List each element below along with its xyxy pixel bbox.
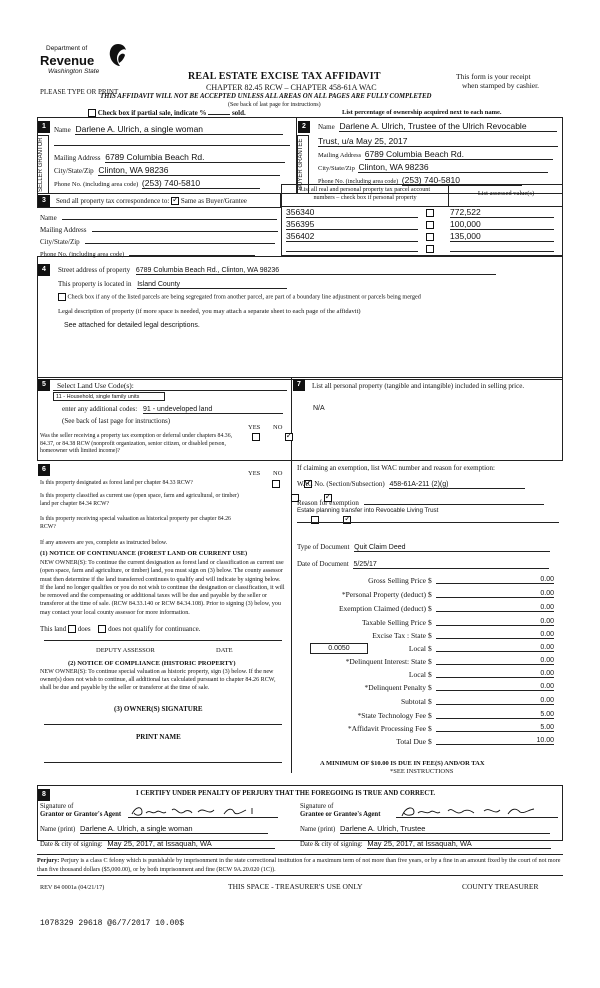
- land-use-no-header: NO: [273, 424, 283, 431]
- this-land-label: This land: [40, 625, 67, 633]
- fee-local-label: Local: [408, 644, 426, 653]
- exemption-yes-checkbox[interactable]: [252, 433, 260, 441]
- corr-name-input[interactable]: [62, 212, 277, 220]
- doc-type[interactable]: Quit Claim Deed: [354, 544, 550, 552]
- fee-tech-label: *State Technology Fee: [357, 711, 426, 720]
- correspondence-text: Send all property tax correspondence to:: [56, 197, 170, 205]
- fee-penalty-value[interactable]: 0.00: [436, 683, 554, 691]
- fee-exemption-row: [296, 604, 558, 618]
- grantee-date-label: Date & city of signing:: [300, 841, 363, 848]
- receipt-note-2: when stamped by cashier.: [462, 81, 540, 90]
- cashier-stamp: 1078329 29618 @6/7/2017 10.00$: [40, 919, 185, 928]
- section-8-badge: 8: [38, 789, 50, 801]
- legal-description[interactable]: See attached for detailed legal descriptions.: [64, 322, 200, 329]
- compliance-title: (2) NOTICE OF COMPLIANCE (HISTORIC PROPERTY): [68, 660, 236, 667]
- seller-side-label: SELLER GRANTOR: [37, 135, 49, 194]
- personal-property-label: List all personal property (tangible and intangible) included in selling price.: [312, 382, 525, 390]
- section-3-badge: 3: [38, 195, 50, 207]
- does-not-qualify-checkbox[interactable]: [98, 625, 106, 633]
- fee-gross-value[interactable]: 0.00: [436, 576, 554, 584]
- segregation-checkbox[interactable]: [58, 293, 66, 301]
- seller-phone[interactable]: (253) 740-5810: [142, 178, 260, 189]
- doc-type-row: [297, 543, 550, 552]
- assessed-value[interactable]: [450, 243, 554, 252]
- fee-local-value[interactable]: 0.00: [436, 644, 554, 652]
- correspondence-row: [56, 197, 247, 205]
- parcels-header-2: numbers – check box if personal property: [313, 194, 417, 201]
- dollar-sign: $: [428, 657, 432, 666]
- does-label: does: [77, 625, 91, 633]
- reason-text[interactable]: Estate planning transfer into Revocable Living Trust: [297, 507, 439, 514]
- rev-number: REV 84 0001a (04/21/17): [40, 884, 105, 891]
- section6-no-header: NO: [273, 470, 283, 477]
- fee-interest-state-label: *Delinquent Interest: State: [345, 657, 426, 666]
- county-treasurer: COUNTY TREASURER: [462, 882, 539, 891]
- current-use-question: Is this property classified as current use (open space, farm and agricultural, or timber) land per chapter 84.34 RCW?: [40, 493, 239, 507]
- fee-interest-local-label: Local: [408, 670, 426, 679]
- personal-property-checkbox[interactable]: [426, 221, 434, 229]
- fee-taxable-label: Taxable Selling Price: [361, 618, 426, 627]
- section-1-badge: 1: [38, 121, 50, 133]
- form-title: REAL ESTATE EXCISE TAX AFFIDAVIT: [188, 71, 381, 82]
- reason-label: Reason for exemption: [297, 499, 359, 507]
- receipt-note-1: This form is your receipt: [456, 72, 531, 81]
- grantor-date-label: Date & city of signing:: [40, 841, 103, 848]
- land-use-yes-header: YES: [248, 424, 261, 431]
- fee-processing-row: [296, 724, 558, 738]
- logo-dept: Department of: [46, 45, 88, 52]
- exemption-question: Was the seller receiving a property tax exemption or deferral under chapters 84.36, 84.37, or 84.38 RCW (nonprofit organization, senior citizen, or disabled person, homeowner with limited income)?: [40, 433, 233, 454]
- print-name-label: PRINT NAME: [136, 733, 181, 741]
- doc-date-label: Date of Document: [297, 560, 349, 568]
- does-not-label: does not qualify for continuance.: [108, 625, 201, 633]
- fee-state-label: Excise Tax : State: [372, 631, 426, 640]
- segregation-label: Check box if any of the listed parcels are being segregated from another parcel, are part of a boundary line adjustment or parcels being merged: [67, 293, 421, 301]
- located-label: This property is located in: [58, 280, 132, 288]
- buyer-city[interactable]: Clinton, WA 98236: [358, 162, 548, 173]
- continuance-title: (1) NOTICE OF CONTINUANCE (FOREST LAND OR CURRENT USE): [40, 550, 248, 557]
- dollar-sign: $: [428, 604, 432, 613]
- list-item: [286, 243, 558, 255]
- located-row: [58, 280, 287, 289]
- list-item: [286, 231, 558, 243]
- if-yes-note: If any answers are yes, complete as instructed below.: [40, 540, 168, 546]
- fee-subtotal-row: [296, 697, 558, 711]
- additional-codes-label: enter any additional codes:: [62, 405, 138, 413]
- reason-line-2: [297, 522, 559, 523]
- same-as-buyer-label: Same as Buyer/Grantee: [180, 197, 247, 205]
- grantee-sig-label: [300, 803, 380, 819]
- fee-subtotal-value[interactable]: 0.00: [436, 697, 554, 705]
- owner-signature-label: (3) OWNER(S) SIGNATURE: [114, 705, 203, 713]
- grantee-sig-label-2: Grantee or Grantee's Agent: [300, 811, 381, 818]
- grantor-sig-label-2: Grantor or Grantor's Agent: [40, 811, 122, 818]
- wac-label: WAC No. (Section/Subsection): [297, 480, 385, 488]
- fee-total-row: [296, 737, 558, 751]
- assessed-value[interactable]: 100,000: [450, 219, 554, 230]
- grantee-signature-icon: [396, 804, 556, 818]
- grantor-date-row: [40, 839, 275, 849]
- minimum-note-2: *SEE INSTRUCTIONS: [390, 768, 454, 775]
- does-qualify-checkbox[interactable]: [68, 625, 76, 633]
- segregation-row: [58, 293, 421, 301]
- form-warning: THIS AFFIDAVIT WILL NOT BE ACCEPTED UNLESS ALL AREAS ON ALL PAGES ARE FULLY COMPLETED: [100, 93, 432, 100]
- corr-mailing-input[interactable]: [92, 224, 278, 232]
- additional-codes[interactable]: 91 - undeveloped land: [143, 406, 283, 414]
- buyer-phone-label: Phone No. (including area code): [318, 178, 399, 185]
- grantee-date-row: [300, 839, 551, 849]
- additional-codes-row: [62, 405, 283, 414]
- exemption-intro: If claiming an exemption, list WAC number and reason for exemption:: [297, 464, 495, 472]
- grantor-name-label: Name (print): [40, 826, 76, 833]
- grantor-signature[interactable]: [128, 804, 278, 818]
- parcel-number[interactable]: 356340: [286, 207, 418, 218]
- historic-no-checkbox[interactable]: [343, 516, 351, 524]
- dollar-sign: $: [428, 697, 432, 706]
- land-use-code-select[interactable]: 11 - Household, single family units: [53, 392, 165, 401]
- wac-number[interactable]: 458-61A-211 (2)(g): [389, 481, 525, 489]
- parcel-number[interactable]: 356395: [286, 219, 418, 230]
- grantee-name-label: Name (print): [300, 826, 336, 833]
- fee-personal-value[interactable]: 0.00: [436, 590, 554, 598]
- local-rate-box[interactable]: 0.0050: [310, 643, 368, 654]
- seller-city-row: [54, 165, 290, 176]
- continuance-text: NEW OWNER(S): To continue the current designation as forest land or classification as current use (open space, farm and agriculture, or timber) land, you must sign on (3) below. The county assessor must then determine if the land transferred continues to qualify and will indicate by signing below. If the land no longer qualifies or you do not wish to continue the designation or classification, it will be removed and the compensating or additional taxes will be due and payable by the seller or transferor at the time of sale. (RCW 84.33.140 or RCW 84.34.108). Prior to signing (3) below, you may contact your local county assessor for more information.: [40, 560, 285, 616]
- personal-property-checkbox[interactable]: [426, 233, 434, 241]
- fee-taxable-value[interactable]: 0.00: [436, 618, 554, 626]
- dollar-sign: $: [428, 724, 432, 733]
- dollar-sign: $: [428, 683, 432, 692]
- owner-signature-line[interactable]: [44, 724, 282, 725]
- dollar-sign: $: [428, 711, 432, 720]
- grantee-sig-label-1: Signature of: [300, 803, 334, 810]
- parcels-header-divider: [448, 184, 449, 206]
- personal-property-checkbox[interactable]: [426, 209, 434, 217]
- dollar-sign: $: [428, 644, 432, 653]
- buyer-name-row: [318, 121, 558, 132]
- seller-name-row: [54, 124, 290, 135]
- print-name-bottom-line: [44, 762, 282, 763]
- land-use-see-back: (See back of last page for instructions): [62, 417, 171, 425]
- legal-label: Legal description of property (if more space is needed, you may attach a separate sheet to each page of the affidavit): [58, 308, 361, 315]
- grantee-name-row: [300, 824, 550, 834]
- list-item: [286, 219, 558, 231]
- seller-phone-row: [54, 178, 290, 189]
- grantee-signature[interactable]: [396, 804, 558, 818]
- street-label: Street address of property: [58, 266, 131, 274]
- see-back-note: (See back of last page for instructions): [228, 102, 321, 108]
- corr-city-label: City/State/Zip: [40, 238, 80, 246]
- doc-date-row: [297, 560, 549, 569]
- buyer-phone[interactable]: (253) 740-5810: [402, 175, 522, 186]
- corr-phone-label: Phone No. (including area code): [40, 251, 125, 258]
- grantor-sig-label: [40, 803, 121, 819]
- grantor-date[interactable]: May 25, 2017, at Issaquah, WA: [107, 839, 275, 849]
- fee-tech-value[interactable]: 5.00: [436, 711, 554, 719]
- fee-interest-state-value[interactable]: 0.00: [436, 657, 554, 665]
- grantor-print-name[interactable]: Darlene A. Ulrich, a single woman: [80, 824, 268, 834]
- buyer-side-label: BUYER GRANTEE: [297, 135, 309, 194]
- corr-city-row: [40, 236, 280, 246]
- buyer-city-row: [318, 162, 558, 173]
- fee-processing-label: *Affidavit Processing Fee: [347, 724, 426, 733]
- certify-title: I CERTIFY UNDER PENALTY OF PERJURY THAT THE FOREGOING IS TRUE AND CORRECT.: [136, 790, 436, 797]
- doc-type-label: Type of Document: [297, 543, 350, 551]
- dollar-sign: $: [428, 590, 432, 599]
- fee-exemption-value[interactable]: 0.00: [436, 604, 554, 612]
- historic-question: Is this property receiving special valuation as historical property per chapter 84.26 RCW?: [40, 516, 231, 530]
- seller-name-line-2: [54, 145, 290, 146]
- fee-interest-local-value[interactable]: 0.00: [436, 670, 554, 678]
- perjury-text: Perjury is a class C felony which is punishable by imprisonment in the state correctional institution for a maximum term of not more than five years, or by a fine in an amount fixed by the court of not more than five thousand dollars ($5,000.00), or by both imprisonment and fine (RCW 9A.20.020 (1C)).: [37, 858, 561, 873]
- partial-sale-label: Check box if partial sale, indicate %: [97, 109, 207, 117]
- wa-seal-icon: [108, 42, 128, 68]
- reason-line: [364, 497, 544, 505]
- qualify-row: [40, 625, 200, 633]
- parcels-header: [284, 186, 446, 202]
- sold-label: sold.: [231, 109, 246, 117]
- fee-taxable-row: [296, 618, 558, 632]
- seller-name-label: Name: [54, 126, 71, 134]
- fee-subtotal-label: Subtotal: [400, 697, 426, 706]
- buyer-name-2[interactable]: Trust, u/a May 25, 2017: [318, 136, 558, 147]
- dollar-sign: $: [428, 631, 432, 640]
- perjury-box: [37, 854, 563, 876]
- seller-mailing[interactable]: 6789 Columbia Beach Rd.: [105, 152, 285, 163]
- street-row: [58, 266, 496, 275]
- section-2-badge: 2: [298, 121, 310, 133]
- values-header: List assessed value(s): [477, 190, 535, 197]
- fee-tech-row: [296, 711, 558, 725]
- perjury-label: Perjury:: [37, 858, 60, 864]
- fee-interest-local-row: [296, 670, 558, 684]
- fee-penalty-label: *Delinquent Penalty: [364, 683, 426, 692]
- corr-name-label: Name: [40, 214, 57, 222]
- partial-sale-percent[interactable]: [208, 114, 230, 115]
- grantor-name-row: [40, 824, 268, 834]
- fee-gross-label: Gross Selling Price: [368, 576, 426, 585]
- revenue-logo: [40, 42, 130, 80]
- corr-mailing-row: [40, 224, 280, 234]
- section-5-badge: 5: [38, 379, 50, 391]
- same-as-buyer-checkbox[interactable]: [171, 197, 179, 205]
- corr-mailing-label: Mailing Address: [40, 226, 87, 234]
- list-item: [286, 207, 558, 219]
- grantor-signature-icon: [128, 804, 278, 818]
- logo-revenue: Revenue: [40, 53, 95, 68]
- assessed-value[interactable]: 135,000: [450, 231, 554, 242]
- section-7-badge: 7: [293, 379, 305, 391]
- wac-row: [297, 480, 525, 489]
- buyer-mailing-label: Mailing Address: [318, 152, 362, 159]
- deputy-date-label: DATE: [216, 647, 233, 654]
- seller-name[interactable]: Darlene A. Ulrich, a single woman: [75, 124, 283, 135]
- fee-exemption-label: Exemption Claimed (deduct): [338, 604, 426, 613]
- parcel-list: [286, 207, 558, 255]
- buyer-mailing-row: [318, 149, 558, 160]
- located-county[interactable]: Island County: [137, 281, 287, 289]
- fee-interest-state-row: [296, 657, 558, 671]
- seller-mailing-row: [54, 152, 290, 163]
- grantor-sig-label-1: Signature of: [40, 803, 74, 810]
- compliance-text: NEW OWNER(S): To continue special valuation as historic property, sign (3) below. If the new owner(s) does not wish to continue, all additional tax calculated pursuant to chapter 84.26 RCW, shall be due and payable by the seller or transferor at the time of sale.: [40, 669, 276, 691]
- corr-city-input[interactable]: [85, 236, 275, 244]
- dollar-sign: $: [428, 618, 432, 627]
- grantee-print-name[interactable]: Darlene A. Ulrich, Trustee: [340, 824, 550, 834]
- deputy-assessor-line[interactable]: [44, 640, 282, 641]
- forest-yes-checkbox[interactable]: [272, 480, 280, 488]
- buyer-name-1[interactable]: Darlene A. Ulrich, Trustee of the Ulrich Revocable: [339, 121, 557, 132]
- land-use-label: Select Land Use Code(s):: [57, 381, 134, 390]
- assessed-value[interactable]: 772,522: [450, 207, 554, 218]
- fee-personal-label: *Personal Property (deduct): [341, 590, 426, 599]
- dollar-sign: $: [428, 576, 432, 585]
- personal-property-checkbox[interactable]: [426, 245, 434, 253]
- fee-penalty-row: [296, 683, 558, 697]
- doc-date[interactable]: 5/25/17: [353, 561, 549, 569]
- corr-phone-input[interactable]: [129, 248, 255, 256]
- parcel-number[interactable]: 356402: [286, 231, 418, 242]
- fee-total-label: Total Due: [396, 737, 426, 746]
- section-4-badge: 4: [38, 264, 50, 276]
- parcel-number[interactable]: [286, 243, 418, 252]
- dollar-sign: $: [428, 737, 432, 746]
- corr-name-row: [40, 212, 280, 222]
- seller-phone-label: Phone No. (including area code): [54, 181, 139, 188]
- deputy-assessor-label: DEPUTY ASSESSOR: [96, 647, 155, 654]
- logo-state: Washington State: [48, 68, 100, 75]
- buyer-mailing[interactable]: 6789 Columbia Beach Rd.: [365, 149, 553, 160]
- fee-processing-value[interactable]: 5.00: [436, 724, 554, 732]
- seller-city[interactable]: Clinton, WA 98236: [98, 165, 280, 176]
- fee-personal-row: [296, 590, 558, 604]
- forest-question: Is this property designated as forest land per chapter 84.33 RCW?: [40, 480, 193, 486]
- dollar-sign: $: [428, 670, 432, 679]
- please-type: PLEASE TYPE OR PRINT: [40, 88, 119, 96]
- historic-yes-checkbox[interactable]: [311, 516, 319, 524]
- minimum-note-1: A MINIMUM OF $10.00 IS DUE IN FEE(S) AND/OR TAX: [320, 760, 485, 767]
- seller-mailing-label: Mailing Address: [54, 154, 101, 162]
- section-6-badge: 6: [38, 464, 50, 476]
- seller-city-label: City/State/Zip: [54, 167, 94, 175]
- personal-property-value[interactable]: N/A: [313, 405, 325, 412]
- exemption-no-checkbox[interactable]: [285, 433, 293, 441]
- fee-local-row: [296, 644, 558, 658]
- reason-row: [297, 497, 544, 507]
- percentage-note: List percentage of ownership acquired next to each name.: [342, 109, 502, 116]
- fee-total-value[interactable]: 10.00: [436, 737, 554, 745]
- land-use-label-underline: [53, 390, 287, 391]
- street-address[interactable]: 6789 Columbia Beach Rd., Clinton, WA 98236: [136, 267, 496, 275]
- fee-state-value[interactable]: 0.00: [436, 631, 554, 639]
- parcels-header-1: List all real and personal property tax parcel account: [299, 186, 431, 193]
- grantee-date[interactable]: May 25, 2017, at Issaquah, WA: [367, 839, 551, 849]
- treasurer-space: THIS SPACE - TREASURER'S USE ONLY: [228, 882, 363, 891]
- buyer-name-label: Name: [318, 123, 335, 131]
- section6-yes-header: YES: [248, 470, 261, 477]
- fee-gross-row: [296, 576, 558, 590]
- buyer-city-label: City/State/Zip: [318, 165, 355, 172]
- form-chapter: CHAPTER 82.45 RCW – CHAPTER 458-61A WAC: [206, 83, 377, 92]
